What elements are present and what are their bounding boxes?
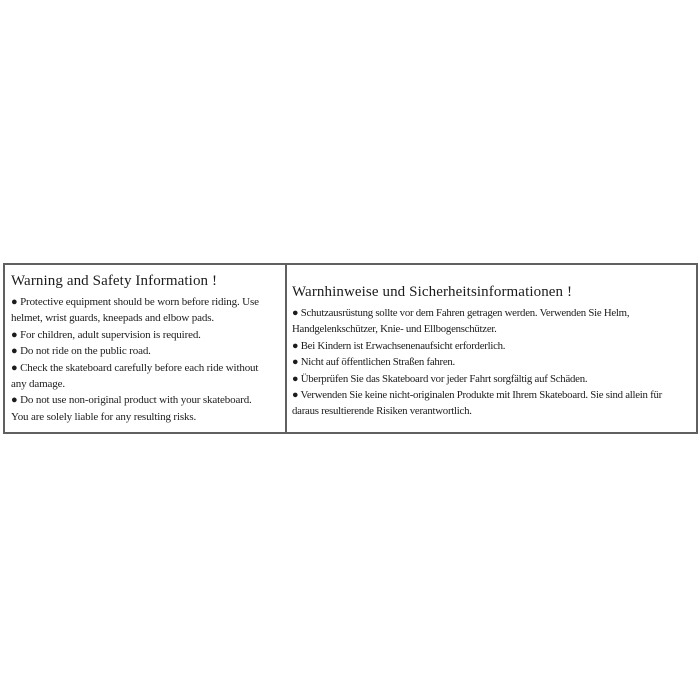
safety-item-line: ● Do not ride on the public road.: [11, 345, 151, 358]
safety-item-line: You are solely liable for any resulting risks.: [11, 410, 197, 423]
safety-item-line: ● For children, adult supervision is required.: [11, 328, 201, 341]
safety-item-line: ● Verwenden Sie keine nicht-originalen Produkte mit Ihrem Skateboard. Sie sind allein für: [292, 389, 662, 402]
safety-item: [11, 360, 281, 393]
safety-heading-english: Warning and Safety Information !: [11, 273, 218, 289]
safety-items-german: [292, 305, 692, 420]
safety-item-line: ● Check the skateboard carefully before each ride without: [11, 361, 259, 374]
safety-column-german: [287, 265, 696, 432]
safety-item-line: helmet, wrist guards, kneepads and elbow pads.: [11, 312, 214, 325]
safety-item: [292, 338, 692, 354]
safety-item-line: ● Bei Kindern ist Erwachsenenaufsicht erforderlich.: [292, 339, 506, 352]
safety-item-line: ● Do not use non-original product with your skateboard.: [11, 394, 252, 407]
safety-item-line: any damage.: [11, 378, 65, 391]
safety-item-line: daraus resultierende Risiken verantwortlich.: [292, 405, 472, 418]
safety-item: [292, 354, 692, 370]
safety-item-line: ● Protective equipment should be worn before riding. Use: [11, 296, 259, 308]
safety-item: [11, 294, 281, 327]
safety-heading-german: Warnhinweise und Sicherheitsinformationen !: [292, 284, 573, 300]
safety-item: [292, 305, 692, 338]
safety-items-english: [11, 294, 281, 425]
safety-item-line: Handgelenkschützer, Knie- und Ellbogenschützer.: [292, 323, 497, 336]
safety-item: [292, 387, 692, 420]
safety-column-english: [5, 265, 287, 432]
safety-item: [11, 343, 281, 359]
safety-item-line: ● Schutzausrüstung sollte vor dem Fahren getragen werden. Verwenden Sie Helm,: [292, 307, 630, 319]
safety-info-panel: [3, 263, 698, 434]
safety-item-line: ● Überprüfen Sie das Skateboard vor jeder Fahrt sorgfältig auf Schäden.: [292, 372, 588, 385]
safety-item: [292, 371, 692, 387]
safety-item: [11, 392, 281, 425]
safety-item: [11, 327, 281, 343]
safety-item-line: ● Nicht auf öffentlichen Straßen fahren.: [292, 356, 456, 369]
